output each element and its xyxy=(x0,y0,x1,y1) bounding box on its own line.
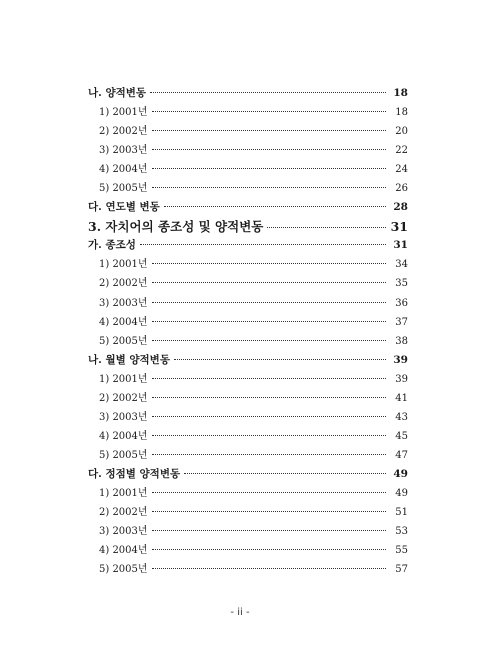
dot-leader xyxy=(152,320,386,322)
toc-entry-title: 3) 2003년 xyxy=(99,526,148,538)
toc-entry-title: 3. 자치어의 종조성 및 양적변동 xyxy=(88,219,264,235)
dot-leader xyxy=(152,301,386,303)
dot-leader xyxy=(152,453,386,455)
dot-leader xyxy=(152,548,386,550)
toc-entry xyxy=(88,274,408,293)
toc-entry-title: 1) 2001년 xyxy=(99,487,148,499)
dot-leader xyxy=(152,491,386,493)
dot-leader xyxy=(152,529,386,531)
toc-entry-title: 3) 2003년 xyxy=(99,411,148,423)
dot-leader xyxy=(140,243,386,245)
toc-entry xyxy=(88,255,408,274)
toc-entry xyxy=(88,503,408,522)
dot-leader xyxy=(267,226,386,228)
toc-entry-page-number: 49 xyxy=(395,487,408,499)
toc-entry-title: 가. 종조성 xyxy=(88,239,136,252)
toc-entry-title: 2) 2002년 xyxy=(99,507,148,519)
toc-entry xyxy=(88,141,408,160)
toc-entry-page-number: 20 xyxy=(395,126,408,138)
dot-leader xyxy=(152,148,386,150)
toc-entry-page-number: 45 xyxy=(395,430,408,442)
toc-entry-title: 나. 월별 양적변동 xyxy=(88,353,170,366)
toc-entry xyxy=(88,179,408,198)
toc-entry xyxy=(88,465,408,484)
toc-entry-page-number: 51 xyxy=(395,507,408,519)
toc-entry xyxy=(88,427,408,446)
toc-entry xyxy=(88,560,408,579)
toc-entry xyxy=(88,522,408,541)
table-of-contents xyxy=(88,84,408,579)
toc-entry xyxy=(88,294,408,313)
dot-leader xyxy=(152,110,386,112)
toc-entry-page-number: 18 xyxy=(393,87,408,99)
toc-entry-page-number: 49 xyxy=(393,467,408,480)
toc-entry xyxy=(88,217,408,236)
dot-leader xyxy=(152,396,386,398)
toc-entry xyxy=(88,103,408,122)
toc-entry xyxy=(88,236,408,255)
toc-entry-title: 3) 2003년 xyxy=(99,145,148,157)
toc-entry-page-number: 37 xyxy=(395,316,408,328)
toc-entry xyxy=(88,389,408,408)
toc-entry-page-number: 31 xyxy=(393,239,408,252)
dot-leader xyxy=(174,358,386,360)
dot-leader xyxy=(150,91,386,93)
toc-entry-title: 5) 2005년 xyxy=(99,335,148,347)
dot-leader xyxy=(152,434,386,436)
toc-entry-page-number: 47 xyxy=(395,449,408,461)
toc-entry-page-number: 55 xyxy=(395,545,408,557)
dot-leader xyxy=(152,567,386,569)
toc-entry-page-number: 31 xyxy=(390,219,408,235)
toc-entry xyxy=(88,84,408,103)
dot-leader xyxy=(152,415,386,417)
toc-entry-title: 4) 2004년 xyxy=(99,430,148,442)
dot-leader xyxy=(184,472,386,474)
toc-entry-page-number: 34 xyxy=(395,259,408,271)
toc-entry-title: 3) 2003년 xyxy=(99,297,148,309)
toc-entry-title: 다. 정점별 양적변동 xyxy=(88,467,181,480)
dot-leader xyxy=(152,281,386,283)
page-number: - ii - xyxy=(230,607,250,618)
toc-entry-page-number: 53 xyxy=(395,526,408,538)
toc-entry xyxy=(88,160,408,179)
toc-entry-page-number: 39 xyxy=(395,373,408,385)
dot-leader xyxy=(152,167,386,169)
toc-entry-title: 5) 2005년 xyxy=(99,449,148,461)
toc-entry xyxy=(88,541,408,560)
toc-entry-page-number: 35 xyxy=(395,278,408,290)
toc-entry-page-number: 39 xyxy=(393,353,408,366)
toc-entry-page-number: 28 xyxy=(393,201,408,214)
toc-entry-page-number: 26 xyxy=(395,183,408,195)
dot-leader xyxy=(152,186,386,188)
dot-leader xyxy=(164,205,386,207)
toc-entry-title: 2) 2002년 xyxy=(99,392,148,404)
toc-entry-title: 4) 2004년 xyxy=(99,164,148,176)
toc-entry xyxy=(88,370,408,389)
toc-entry-page-number: 24 xyxy=(395,164,408,176)
toc-entry-page-number: 22 xyxy=(395,145,408,157)
toc-entry xyxy=(88,122,408,141)
toc-entry-page-number: 41 xyxy=(395,392,408,404)
dot-leader xyxy=(152,262,386,264)
toc-entry xyxy=(88,198,408,217)
toc-entry-title: 4) 2004년 xyxy=(99,316,148,328)
dot-leader xyxy=(152,377,386,379)
toc-entry-title: 나. 양적변동 xyxy=(88,87,147,99)
toc-entry xyxy=(88,484,408,503)
toc-entry-page-number: 18 xyxy=(395,107,408,119)
toc-entry-title: 1) 2001년 xyxy=(99,107,148,119)
toc-entry-title: 2) 2002년 xyxy=(99,278,148,290)
toc-entry-title: 2) 2002년 xyxy=(99,126,148,138)
toc-entry-page-number: 43 xyxy=(395,411,408,423)
dot-leader xyxy=(152,510,386,512)
toc-entry-page-number: 57 xyxy=(395,564,408,576)
toc-entry xyxy=(88,408,408,427)
dot-leader xyxy=(152,339,386,341)
toc-entry-title: 5) 2005년 xyxy=(99,564,148,576)
toc-entry-title: 다. 연도별 변동 xyxy=(88,201,160,214)
toc-entry-title: 4) 2004년 xyxy=(99,545,148,557)
toc-entry-title: 5) 2005년 xyxy=(99,183,148,195)
dot-leader xyxy=(152,129,386,131)
toc-entry-title: 1) 2001년 xyxy=(99,259,148,271)
toc-entry xyxy=(88,351,408,370)
toc-entry xyxy=(88,446,408,465)
toc-entry-page-number: 38 xyxy=(395,335,408,347)
toc-entry xyxy=(88,313,408,332)
toc-entry-title: 1) 2001년 xyxy=(99,373,148,385)
toc-entry xyxy=(88,332,408,351)
toc-entry-page-number: 36 xyxy=(395,297,408,309)
